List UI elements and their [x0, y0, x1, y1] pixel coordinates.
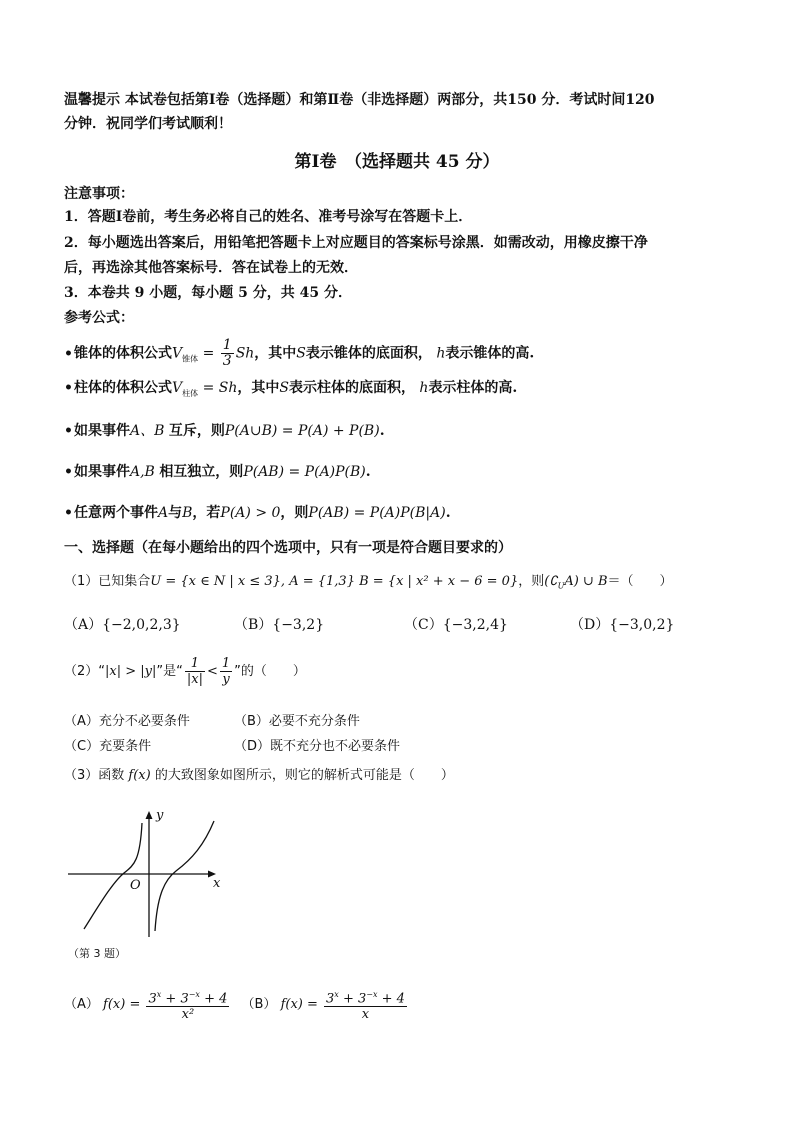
formulas-heading: 参考公式：	[64, 310, 134, 326]
header-tip-line-1	[64, 90, 655, 110]
choice-section-heading: 一、选择题（在每小题给出的四个选项中，只有一项是符合题目要求的）	[64, 540, 512, 556]
q3-options: （A） f(x) = $\frac{3^x + 3^{-x} + 4}{\text{x²}}$ （B） f(x) = $\frac{3^x + 3^{-x} + 4}{x}$	[64, 985, 409, 1025]
formula-exclusive-events: •如果事件A、B 互斥，则P(A∪B) = P(A) + P(B).	[64, 423, 385, 439]
function-graph	[64, 803, 232, 937]
note-item-3: 后，再选涂其他答案标号．答在试卷上的无效．	[64, 260, 358, 276]
y-axis-label: y	[156, 808, 164, 823]
tip-text: 本试卷包括第Ⅰ卷（选择题）和第Ⅱ卷（非选择题）两部分，共150 分．考试时间120	[120, 92, 655, 108]
question-1: （1）已知集合U = {x ∈ N | x ≤ 3}, A = {1,3} B = {x | x² + x − 6 = 0}，则$(∁_UA)$ ∪ B＝（ ）	[64, 574, 673, 591]
q3-option-b-label[interactable]: （B）	[241, 997, 277, 1012]
question-3: （3）函数 f(x) 的大致图象如图所示，则它的解析式可能是（ ）	[64, 768, 454, 783]
x-axis-label: x	[213, 876, 221, 891]
tip-label: 温馨提示	[64, 92, 120, 108]
q1-option-d[interactable]: （D）{−3,0,2}	[570, 617, 675, 633]
figure-caption: （第 3 题）	[68, 947, 126, 960]
q3-option-a-label[interactable]: （A）	[64, 997, 99, 1012]
question-2: （2）“|x| > |y|”是“ $\frac{1}{|x|}$ < $\frac{1}{y}$ ”的（ ）	[64, 656, 306, 687]
q1-option-c[interactable]: （C）{−3,2,4}	[404, 617, 508, 633]
q2-option-d[interactable]: （D）既不充分也不必要条件	[234, 739, 401, 754]
q2-option-a[interactable]: （A）充分不必要条件	[64, 714, 190, 729]
formula-prism-volume: •柱体的体积公式$V_{柱体} = Sh$，其中S表示柱体的底面积， h表示柱体的高.	[64, 380, 518, 398]
function-graph-figure	[64, 803, 232, 937]
formula-cone-volume: •锥体的体积公式$V_{锥体}$ = $\frac{1}{3}$ Sh，其中S表示锥体的底面积， h表示锥体的高.	[64, 337, 535, 369]
section-title: 第Ⅰ卷 （选择题共 45 分）	[294, 152, 500, 172]
origin-label: O	[130, 878, 141, 893]
header-tip-line-2: 分钟．祝同学们考试顺利！	[64, 116, 232, 132]
note-item-4: 3．本卷共 9 小题，每小题 5 分，共 45 分．	[64, 285, 352, 301]
q1-option-a[interactable]: （A）{−2,0,2,3}	[64, 617, 181, 633]
q2-option-b[interactable]: （B）必要不充分条件	[234, 714, 360, 729]
note-item-1: 1．答题Ⅰ卷前，考生务必将自己的姓名、准考号涂写在答题卡上．	[64, 209, 473, 225]
notes-heading: 注意事项：	[64, 186, 134, 202]
formula-independent-events: •如果事件A,B 相互独立，则P(AB) = P(A)P(B).	[64, 464, 371, 480]
q2-option-c[interactable]: （C）充要条件	[64, 739, 152, 754]
formula-conditional-probability: •任意两个事件A与B，若P(A) > 0，则P(AB) = P(A)P(B|A).	[64, 505, 451, 521]
note-item-2: 2．每小题选出答案后，用铅笔把答题卡上对应题目的答案标号涂黑．如需改动，用橡皮擦干净	[64, 235, 648, 251]
q1-option-b[interactable]: （B）{−3,2}	[234, 617, 325, 633]
